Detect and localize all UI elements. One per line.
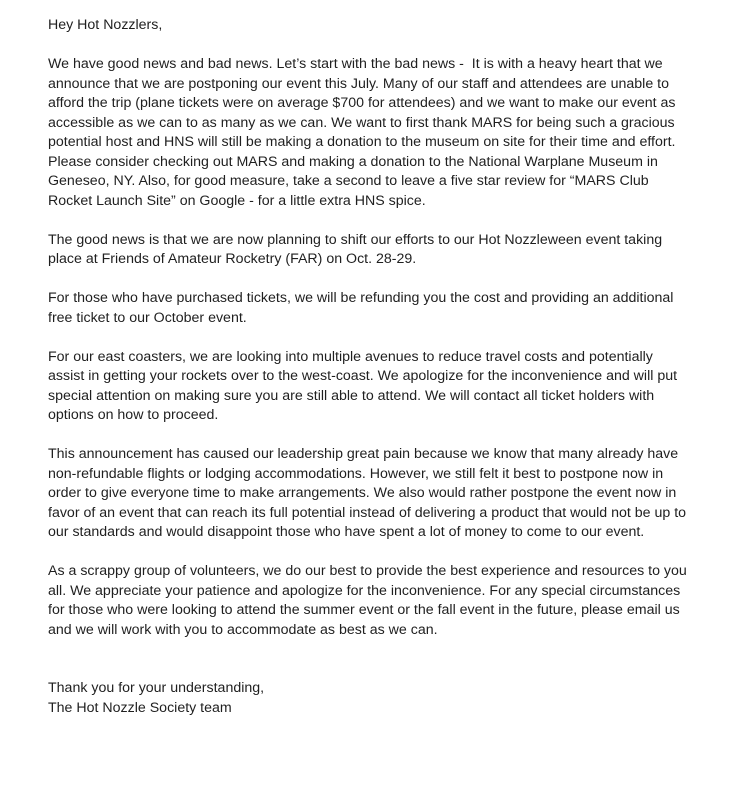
paragraph-refunds: For those who have purchased tickets, we will be refunding you the cost and providing an additional free ticket to our October event. [48, 290, 678, 326]
signature: The Hot Nozzle Society team [48, 699, 232, 716]
closing: Thank you for your understanding, [48, 680, 265, 696]
paragraph-announcement: This announcement has caused our leadership great pain because we know that many already have non-refundable flights or lodging accommodations. However, we still felt it best to postpone now in order to give everyone time to make arrangements. We also would rather postpone the event now in favor of an event that can reach its full potential instead of delivering a product that would not be up to our standards and would disappoint those who have spent a lot of money to come to our event. [48, 446, 691, 540]
paragraph-good-news: The good news is that we are now planning to shift our efforts to our Hot Nozzleween event taking place at Friends of Amateur Rocketry (FAR) on Oct. 28-29. [48, 231, 667, 267]
paragraph-east-coast: For our east coasters, we are looking into multiple avenues to reduce travel costs and potentially assist in getting your rockets over to the west-coast. We apologize for the inconvenience and will put special attention on making sure you are still able to attend. We will contact all ticket holders with options on how to proceed. [48, 348, 682, 423]
paragraph-bad-news: We have good news and bad news. Let’s start with the bad news - It is with a heavy heart that we announce that we are postponing our event this July. Many of our staff and attendees are unable to afford the trip (plane tickets were on average $700 for attendees) and we want to make our event as accessible as we can to as many as we can. We want to first thank MARS for being such a gracious potential host and HNS will still be making a donation to the museum on site for their time and effort. Please consider checking out MARS and making a donation to the National Warplane Museum in Geneseo, NY. Also, for good measure, take a second to leave a five star review for “MARS Club Rocket Launch Site” on Google - for a little extra HNS spice. [48, 56, 680, 209]
greeting: Hey Hot Nozzlers, [48, 17, 163, 33]
letter-body [48, 16, 691, 718]
paragraph-volunteers: As a scrappy group of volunteers, we do our best to provide the best experience and resources to you all. We appreciate your patience and apologize for the inconvenience. For any special circumstances for those who were looking to attend the summer event or the fall event in the future, please email us and we will work with you to accommodate as best as we can. [48, 563, 691, 638]
signoff [48, 679, 688, 718]
